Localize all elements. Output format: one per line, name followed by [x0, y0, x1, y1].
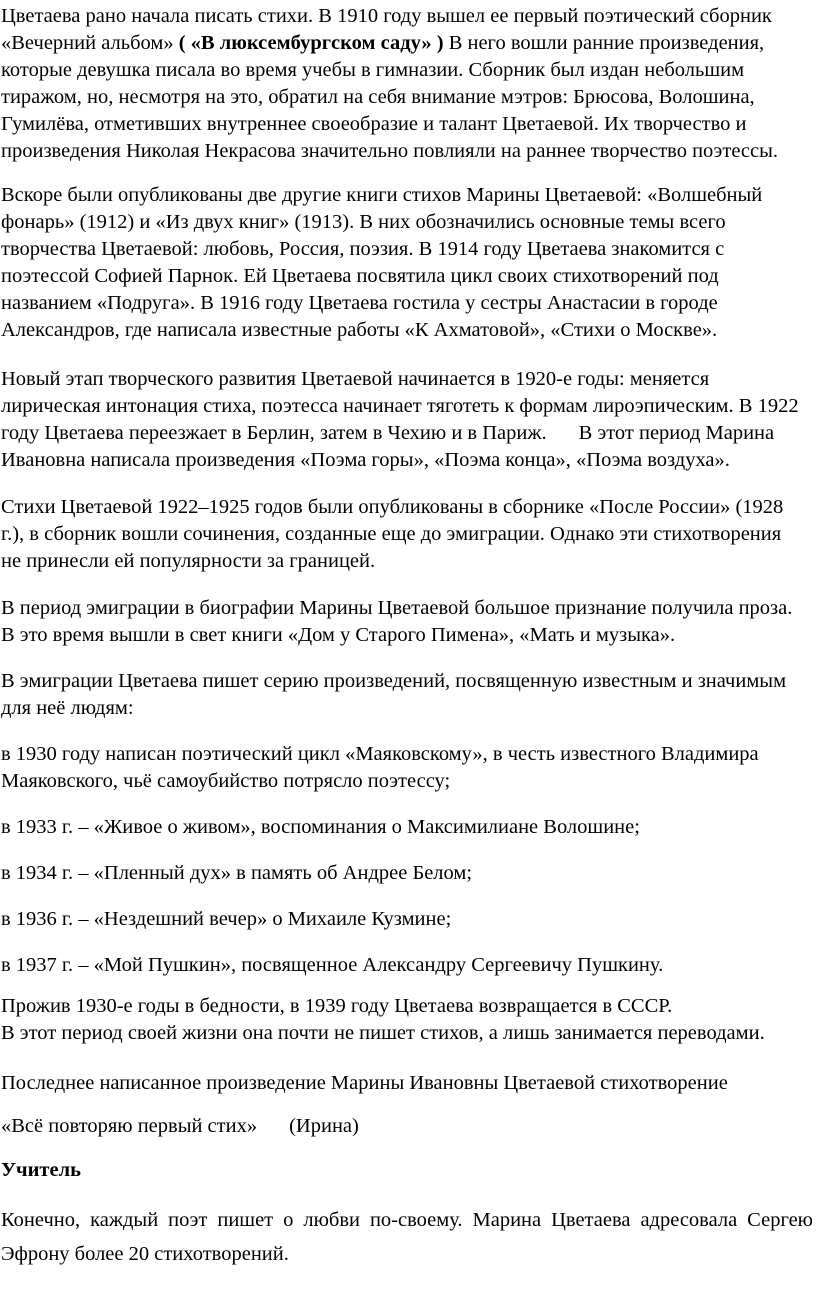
text-line: Цветаева рано начала писать стихи. В 1910 году вышел ее первый поэтический сборник — [1, 5, 772, 27]
text-run: «Вечерний альбом» — [1, 32, 174, 54]
text-line: Александров, где написала известные работы «К Ахматовой», «Стихи о Москве». — [1, 319, 718, 341]
text-line: произведения Николая Некрасова значительно повлияли на раннее творчество поэтессы. — [1, 140, 779, 162]
text-line: фонарь» (1912) и «Из двух книг» (1913). В них обозначились основные темы всего — [1, 211, 726, 233]
text-line: В период эмиграции в биографии Марины Цветаевой большое признание получила проза. — [1, 597, 793, 619]
list-item-bely — [1, 860, 813, 887]
paragraph-poem-title — [1, 1113, 813, 1140]
paragraph-return-ussr — [1, 993, 813, 1047]
paragraph-other-books — [1, 182, 813, 344]
text-line: названием «Подруга». В 1916 году Цветаева гостила у сестры Анастасии в городе — [1, 292, 718, 314]
text-line: Эфрону более 20 стихотворений. — [1, 1243, 289, 1265]
text-line: в 1930 году написан поэтический цикл «Маяковскому», в честь известного Владимира — [1, 743, 759, 765]
text-line — [1, 420, 813, 447]
text-line: поэтессой Софией Парнок. Ей Цветаева посвятила цикл своих стихотворений под — [1, 265, 719, 287]
text-line: Прожив 1930-е годы в бедности, в 1939 году Цветаева возвращается в СССР. — [1, 995, 673, 1017]
paragraph-prose — [1, 595, 813, 649]
text-line: В эмиграции Цветаева пишет серию произведений, посвященную известным и значимым — [1, 670, 787, 692]
text-line: творчества Цветаевой: любовь, Россия, поэзия. В 1914 году Цветаева знакомится с — [1, 238, 725, 260]
text-line: тиражом, но, несмотря на это, обратил на себя внимание мэтров: Брюсова, Волошина, — [1, 86, 755, 108]
text-line: которые девушка писала во время учебы в гимназии. Сборник был издан небольшим — [1, 59, 745, 81]
list-item-pushkin — [1, 952, 813, 979]
text-line: лирическая интонация стиха, поэтесса начинает тяготеть к формам лироэпическим. В 1922 — [1, 395, 799, 417]
paragraph-emigration-works — [1, 668, 813, 722]
text-run: В этот период Марина — [578, 422, 775, 444]
text-line — [1, 30, 813, 57]
text-line: Конечно, каждый поэт пишет о любви по-своему. Марина Цветаева адресовала Сергею — [1, 1209, 813, 1231]
paragraph-teacher-remark — [1, 1203, 813, 1271]
text-line: Стихи Цветаевой 1922–1925 годов были опубликованы в сборнике «После России» (1928 — [1, 496, 784, 518]
text-line: Вскоре были опубликованы две другие книги стихов Марины Цветаевой: «Волшебный — [1, 184, 763, 206]
text-line: Гумилёва, отметивших внутреннее своеобразие и талант Цветаевой. Их творчество и — [1, 113, 747, 135]
bold-text-run: ( «В люксембургском саду» ) — [178, 32, 444, 54]
text-line: не принесли ей популярности за границей. — [1, 550, 376, 572]
speaker-heading — [1, 1157, 813, 1184]
paragraph-last-work — [1, 1070, 813, 1097]
list-item-mayakovsky — [1, 741, 813, 795]
list-item-voloshin — [1, 814, 813, 841]
text-line: Ивановна написала произведения «Поэма горы», «Поэма конца», «Поэма воздуха». — [1, 449, 730, 471]
speaker-name: (Ирина) — [289, 1115, 359, 1137]
text-line: в 1937 г. – «Мой Пушкин», посвященное Александру Сергеевичу Пушкину. — [1, 954, 664, 976]
text-line: в 1934 г. – «Пленный дух» в память об Андрее Белом; — [1, 862, 473, 884]
text-line: в 1936 г. – «Нездешний вечер» о Михаиле Кузмине; — [1, 908, 452, 930]
paragraph-early-poems — [1, 3, 813, 165]
heading-text: Учитель — [1, 1159, 81, 1181]
paragraph-new-stage — [1, 366, 813, 474]
text-line — [1, 1113, 813, 1140]
list-item-kuzmin — [1, 906, 813, 933]
text-line: В этот период своей жизни она почти не пишет стихов, а лишь занимается переводами. — [1, 1022, 765, 1044]
text-line: Маяковского, чьё самоубийство потрясло поэтессу; — [1, 770, 451, 792]
text-line: г.), в сборник вошли сочинения, созданные еще до эмиграции. Однако эти стихотворения — [1, 523, 782, 545]
text-line: для неё людям: — [1, 697, 134, 719]
text-line: в 1933 г. – «Живое о живом», воспоминания о Максимилиане Волошине; — [1, 816, 640, 838]
poem-title: «Всё повторяю первый стих» — [1, 1115, 258, 1137]
text-line: Новый этап творческого развития Цветаевой начинается в 1920-е годы: меняется — [1, 368, 710, 390]
text-line: Последнее написанное произведение Марины Ивановны Цветаевой стихотворение — [1, 1072, 728, 1094]
paragraph-after-russia — [1, 494, 813, 575]
text-run: году Цветаева переезжает в Берлин, затем в Чехию и в Париж. — [1, 422, 547, 444]
text-run: В него вошли ранние произведения, — [448, 32, 765, 54]
text-line: В это время вышли в свет книги «Дом у Старого Пимена», «Мать и музыка». — [1, 624, 676, 646]
